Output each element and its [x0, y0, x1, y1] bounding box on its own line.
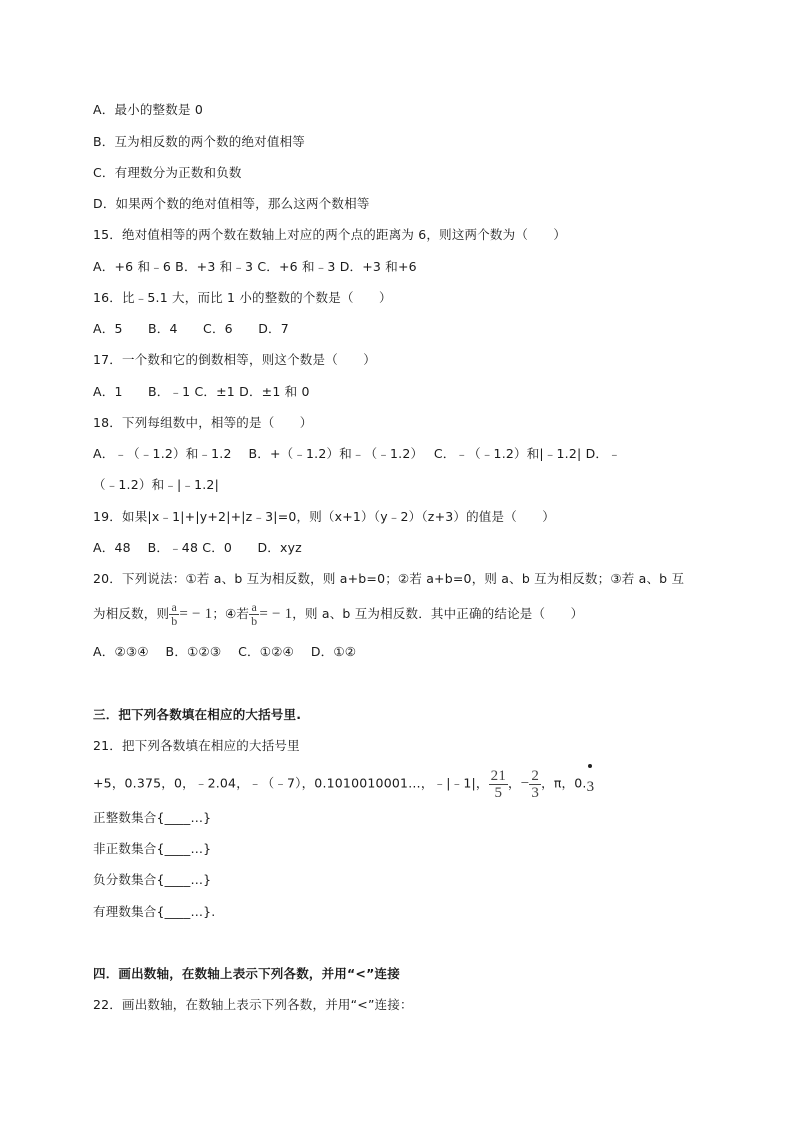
section3-heading: 三．把下列各数填在相应的大括号里. — [93, 707, 302, 722]
fraction-denominator: 3 — [531, 784, 540, 801]
q21-number-list — [93, 764, 594, 804]
fraction-denominator: 5 — [489, 784, 508, 801]
set-negative-fractions: 负分数集合{____…} — [93, 872, 212, 887]
fraction-numerator: 2 — [531, 767, 540, 784]
q14-option-b: B．互为相反数的两个数的绝对值相等 — [93, 134, 305, 149]
q20-options: A．②③④ B．①②③ C．①②④ D．①② — [93, 644, 357, 659]
q20-line2-part-b: ；④若 — [212, 606, 250, 621]
q16-stem: 16．比﹣5.1 大，而比 1 小的整数的个数是（ ） — [93, 290, 392, 305]
repeating-decimal-3 — [587, 764, 595, 804]
q20-line2 — [93, 598, 583, 630]
q22-stem: 22．画出数轴，在数轴上表示下列各数，并用“<”连接： — [93, 997, 413, 1012]
q14-option-a: A．最小的整数是 0 — [93, 102, 203, 117]
q19-stem: 19．如果|x﹣1|+|y+2|+|z﹣3|=0，则（x+1）（y﹣2）（z+3）的值是（ ） — [93, 509, 555, 524]
q15-options: A．+6 和﹣6 B．+3 和﹣3 C．+6 和﹣3 D．+3 和+6 — [93, 259, 417, 274]
set-rational-numbers: 有理数集合{____…}. — [93, 904, 216, 919]
set-non-positive: 非正数集合{____…} — [93, 841, 212, 856]
fraction-numerator: a — [171, 600, 178, 614]
fraction-21-over-5 — [489, 768, 508, 801]
q18-options-line1: A．﹣（﹣1.2）和﹣1.2 B．+（﹣1.2）和﹣（﹣1.2） C．﹣（﹣1.2）和|﹣1.2| D．﹣ — [93, 446, 621, 461]
q21-numbers-text: +5，0.375，0，﹣2.04，﹣（﹣7），0.1010010001…，﹣|﹣1|， — [93, 775, 489, 791]
pi-and-decimal: ，π，0. — [541, 775, 587, 791]
fraction-denominator: b — [251, 614, 258, 628]
fraction-denominator: b — [171, 614, 178, 628]
q17-stem: 17．一个数和它的倒数相等，则这个数是（ ） — [93, 352, 377, 367]
fraction-numerator: a — [251, 600, 257, 614]
minus-sign: − — [520, 775, 530, 792]
fraction-numerator: 21 — [490, 767, 507, 784]
repeating-dot — [588, 764, 592, 768]
q17-options: A．1 B．﹣1 C．±1 D．±1 和 0 — [93, 384, 310, 399]
comma: ， — [508, 775, 521, 791]
q14-option-d: D．如果两个数的绝对值相等，那么这两个数相等 — [93, 196, 370, 211]
fraction-a-over-b-2 — [249, 601, 259, 628]
q15-stem: 15．绝对值相等的两个数在数轴上对应的两个点的距离为 6，则这两个数为（ ） — [93, 227, 567, 242]
repeating-digit: 3 — [586, 779, 595, 795]
q18-stem: 18．下列每组数中，相等的是（ ） — [93, 415, 313, 430]
fraction-2-over-3 — [529, 768, 541, 801]
q14-option-c: C．有理数分为正数和负数 — [93, 165, 242, 180]
set-positive-integers: 正整数集合{____…} — [93, 810, 212, 825]
q20-line2-part-c: ，则 a、b 互为相反数．其中正确的结论是（ ） — [292, 606, 584, 621]
q20-line2-part-a: 为相反数，则 — [93, 606, 170, 621]
q19-options: A．48 B．﹣48 C．0 D．xyz — [93, 540, 302, 555]
q20-line1: 20．下列说法：①若 a、b 互为相反数，则 a+b=0；②若 a+b=0，则 a、b 互为相反数；③若 a、b 互 — [93, 571, 685, 586]
fraction-a-over-b-1 — [169, 601, 179, 628]
equals-minus-one-2: = − 1 — [259, 606, 293, 622]
section4-heading: 四．画出数轴，在数轴上表示下列各数，并用“<”连接 — [93, 966, 400, 981]
q16-options: A．5 B．4 C．6 D．7 — [93, 321, 289, 336]
equals-minus-one-1: = − 1 — [179, 606, 213, 622]
q21-stem: 21．把下列各数填在相应的大括号里 — [93, 738, 300, 753]
q18-options-line2: （﹣1.2）和﹣|﹣1.2| — [93, 477, 219, 492]
